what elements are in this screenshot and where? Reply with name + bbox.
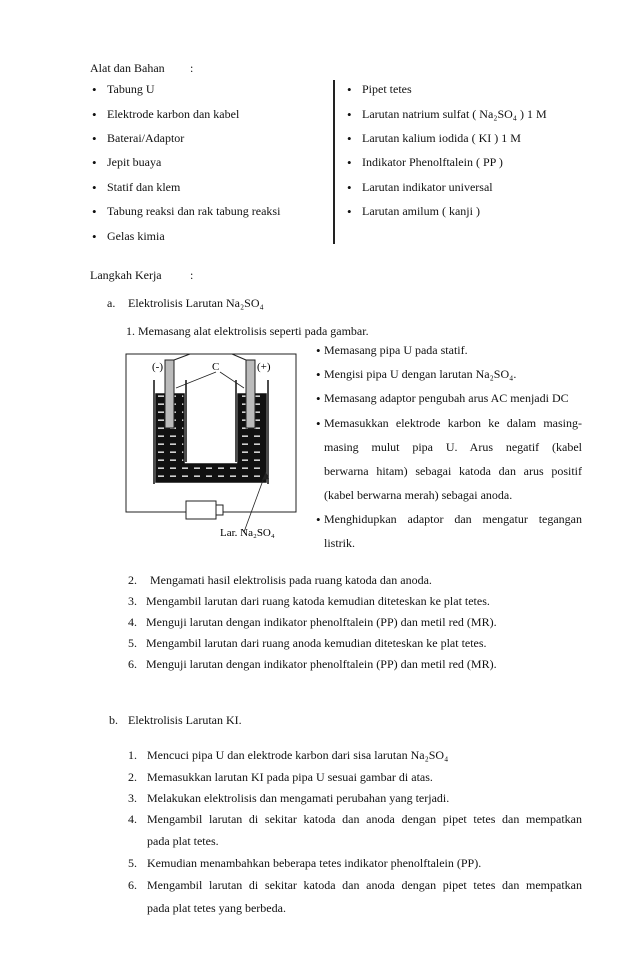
step-1: 1. Memasang alat elektrolisis seperti pada gambar. [126, 324, 369, 338]
step-text-cont: pada plat tetes. [147, 834, 219, 848]
step-number: 2. [128, 770, 137, 784]
setup-bullet: • Memasukkan elektrode karbon ke dalam masing- [324, 416, 582, 431]
step-text: Melakukan elektrolisis dan mengamati perubahan yang terjadi. [147, 791, 450, 805]
electrode-anode [246, 360, 255, 428]
alat-item: • Gelas kimia [107, 229, 165, 244]
bahan-item: • Pipet tetes [362, 82, 412, 97]
setup-bullet: • Memasang pipa U pada statif. [324, 343, 468, 358]
setup-bullet: • Mengisi pipa U dengan larutan Na₂SO₄. [324, 367, 516, 382]
step-text: Kemudian menambahkan beberapa tetes indikator phenolftalein (PP). [147, 856, 482, 870]
langkah-colon: : [190, 268, 194, 282]
step-text: Mencuci pipa U dan elektrode karbon dari sisa larutan Na₂SO₄ [147, 748, 449, 762]
label-negative: (-) [152, 361, 163, 373]
step-number: 4. [128, 812, 137, 826]
bahan-item: • Larutan natrium sulfat ( Na₂SO₄ ) 1 M [362, 107, 547, 122]
setup-bullet-cont: berwarna hitam) sebagai katoda dan arus positif [324, 464, 582, 478]
alat-item: • Elektrode karbon dan kabel [107, 107, 239, 122]
bahan-item: • Larutan kalium iodida ( KI ) 1 M [362, 131, 521, 146]
langkah-heading: Langkah Kerja [90, 268, 162, 282]
bahan-item: • Larutan amilum ( kanji ) [362, 204, 480, 219]
step-number: 2. [128, 573, 137, 587]
section-b-label: b. [109, 713, 118, 727]
setup-bullet: • Menghidupkan adaptor dan mengatur tegangan [324, 512, 582, 527]
alat-colon: : [190, 61, 194, 75]
alat-item: • Statif dan klem [107, 180, 180, 195]
step-text: Mengamati hasil elektrolisis pada ruang katoda dan anoda. [150, 573, 432, 587]
circuit-wire [126, 354, 296, 512]
step-number: 6. [128, 878, 137, 892]
setup-bullet: • Memasang adaptor pengubah arus AC menjadi DC [324, 391, 569, 406]
step-text: Mengambil larutan di sekitar katoda dan anoda dengan pipet tetes dan mempatkan [147, 812, 582, 826]
step-text: Menguji larutan dengan indikator phenolftalein (PP) dan metil red (MR). [146, 615, 497, 629]
label-positive: (+) [257, 361, 271, 373]
step-text: Memasukkan larutan KI pada pipa U sesuai gambar di atas. [147, 770, 433, 784]
section-a-title: Elektrolisis Larutan Na₂SO₄ [128, 296, 264, 310]
label-solution: Lar. Na₂SO₄ [220, 527, 275, 539]
step-number: 4. [128, 615, 137, 629]
electrolysis-diagram [120, 352, 310, 544]
adaptor-box [186, 501, 216, 519]
step-number: 5. [128, 856, 137, 870]
alat-heading: Alat dan Bahan [90, 61, 165, 75]
alat-item: • Tabung U [107, 82, 154, 97]
electrode-cathode [165, 360, 174, 428]
step-number: 1. [128, 748, 137, 762]
step-text: Mengambil larutan di sekitar katoda dan anoda dengan pipet tetes dan mempatkan [147, 878, 582, 892]
adaptor-plug [216, 505, 223, 515]
bahan-item: • Larutan indikator universal [362, 180, 493, 195]
step-text-cont: pada plat tetes yang berbeda. [147, 901, 286, 915]
step-number: 6. [128, 657, 137, 671]
setup-bullet-cont: listrik. [324, 536, 356, 550]
alat-item: • Jepit buaya [107, 155, 161, 170]
step-text: Mengambil larutan dari ruang anoda kemudian diteteskan ke plat tetes. [146, 636, 487, 650]
label-carbon: C [212, 361, 220, 373]
step-number: 3. [128, 791, 137, 805]
setup-bullet-cont: (kabel berwarna merah) sebagai anoda. [324, 488, 513, 502]
step-number: 3. [128, 594, 137, 608]
bahan-item: • Indikator Phenolftalein ( PP ) [362, 155, 503, 170]
section-a-label: a. [107, 296, 116, 310]
column-divider [333, 80, 335, 244]
section-b-title: Elektrolisis Larutan KI. [128, 713, 242, 727]
setup-bullet-cont: masing mulut pipa U. Arus negatif (kabel [324, 440, 582, 454]
alat-item: • Tabung reaksi dan rak tabung reaksi [107, 204, 280, 219]
step-text: Mengambil larutan dari ruang katoda kemudian diteteskan ke plat tetes. [146, 594, 490, 608]
step-number: 5. [128, 636, 137, 650]
alat-item: • Baterai/Adaptor [107, 131, 184, 146]
step-text: Menguji larutan dengan indikator phenolftalein (PP) dan metil red (MR). [146, 657, 497, 671]
